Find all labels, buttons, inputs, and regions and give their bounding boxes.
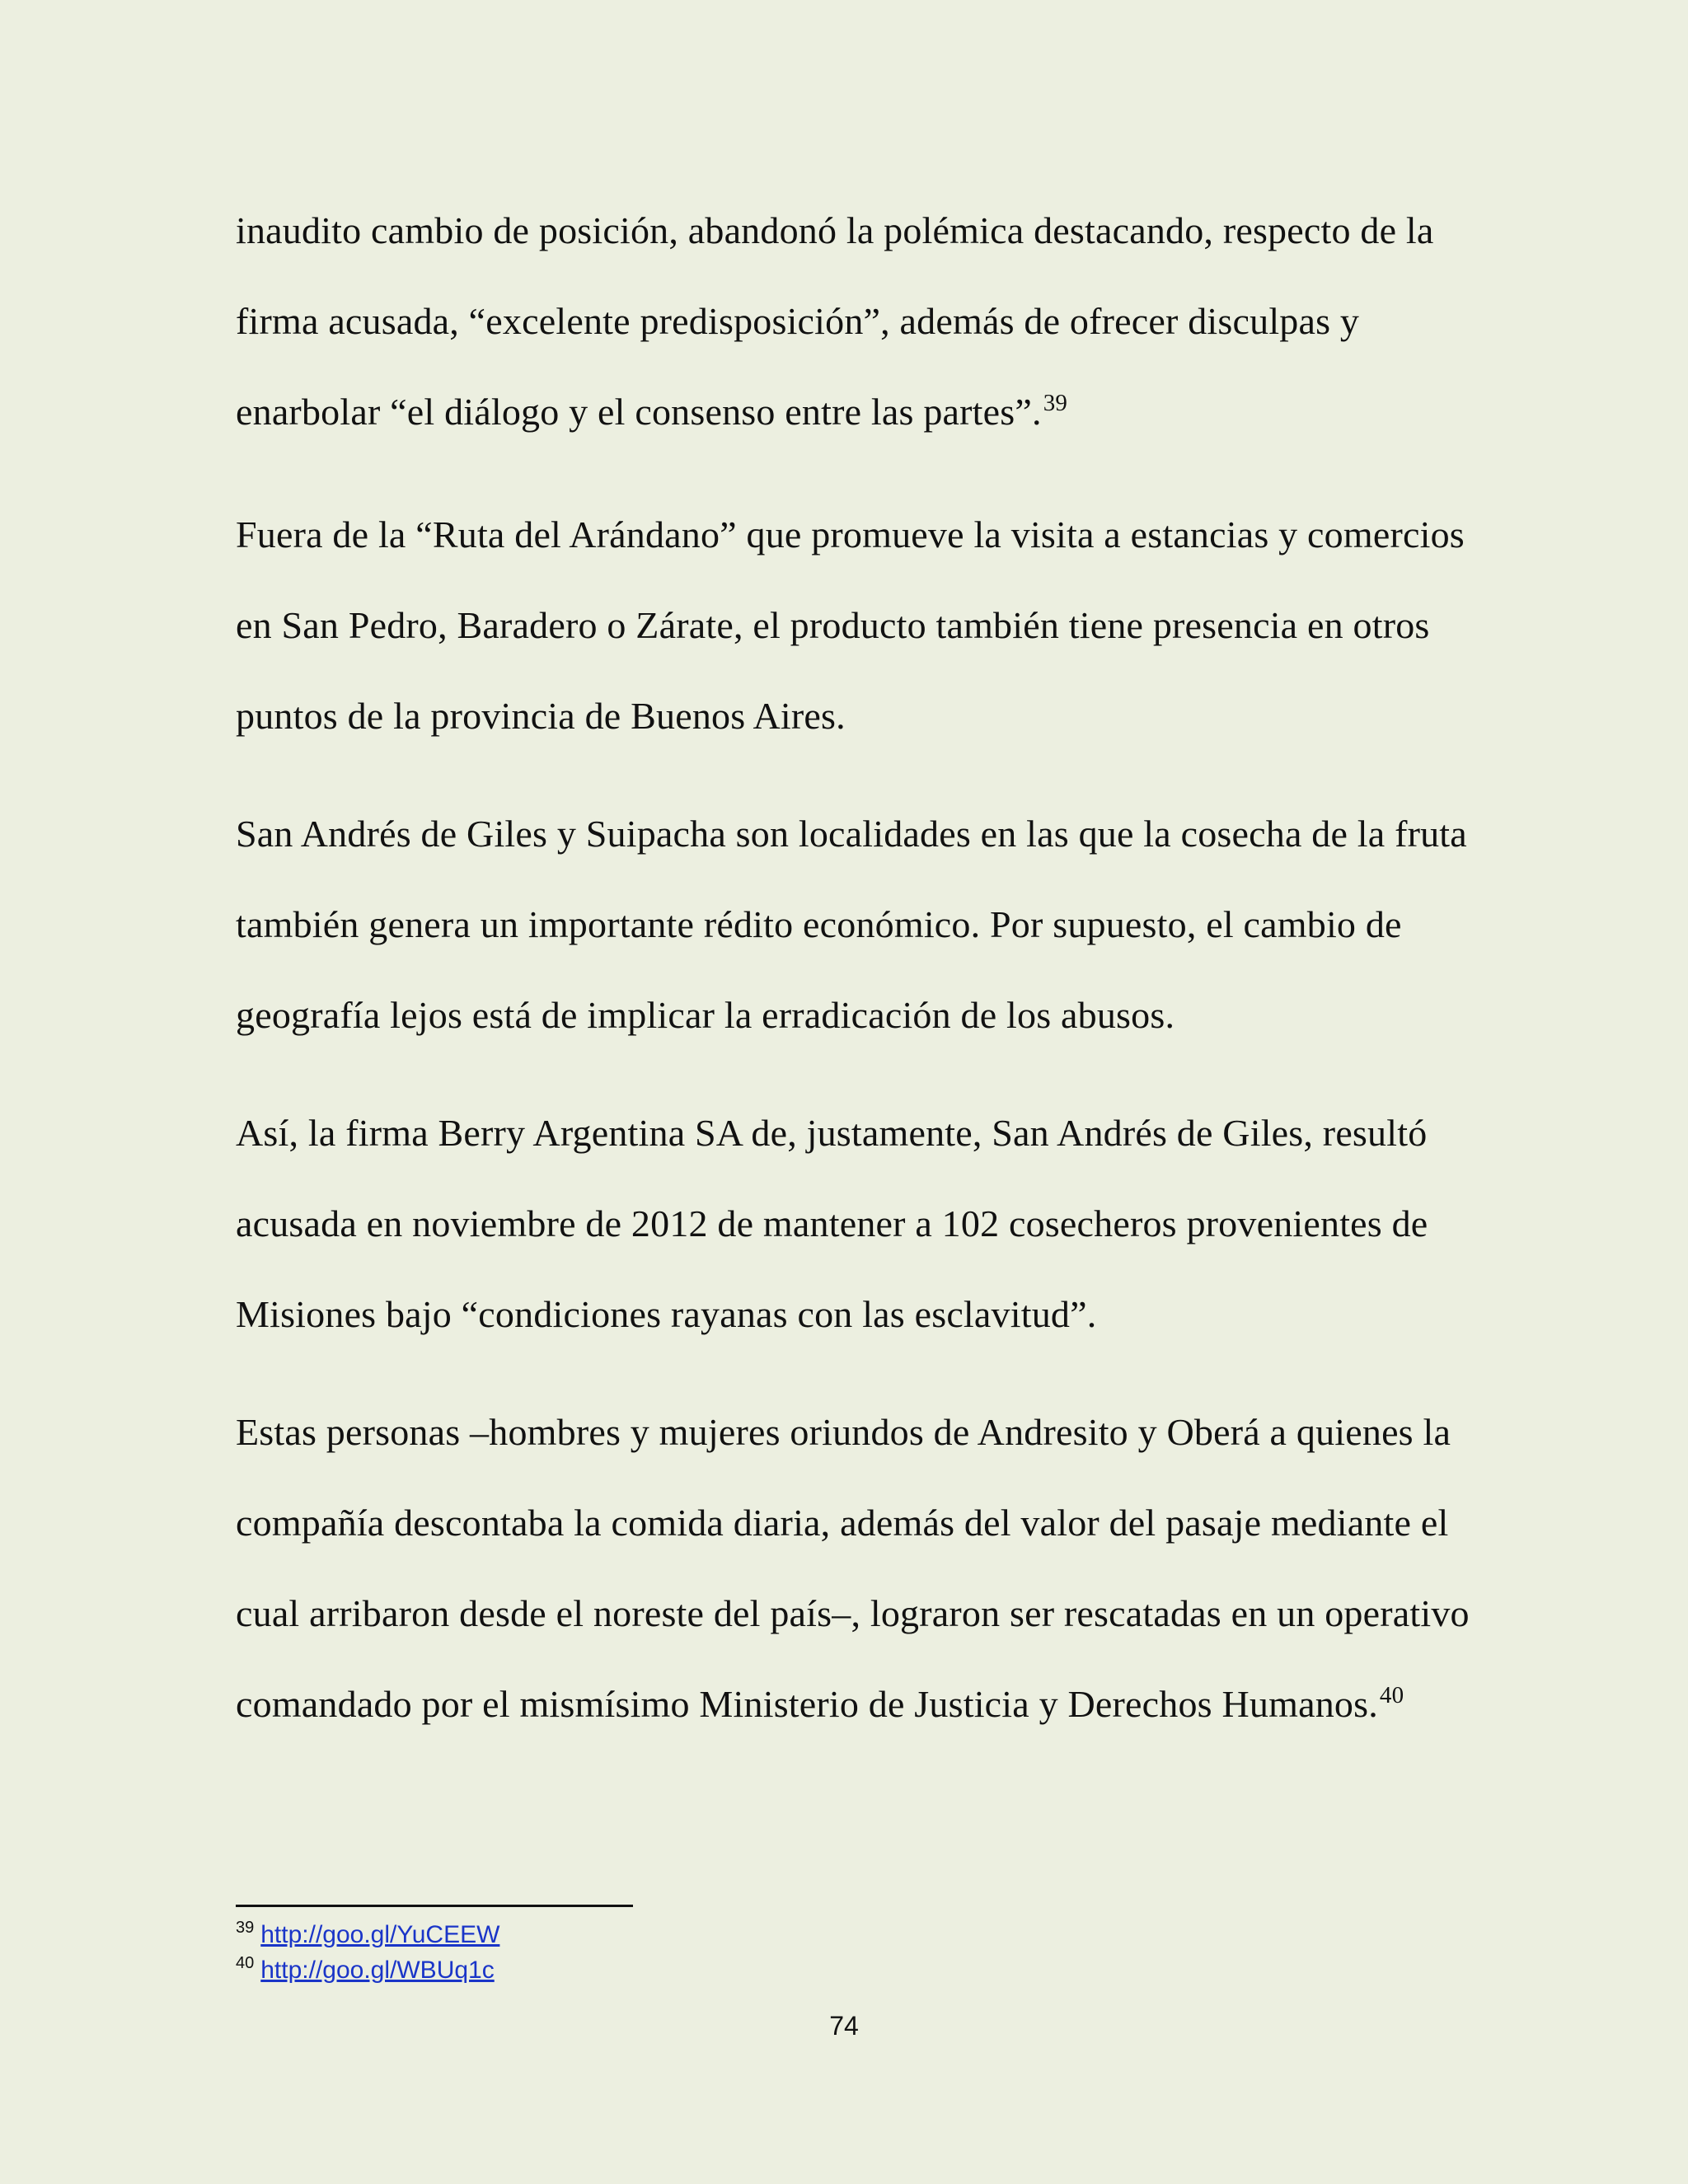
paragraph-text: Así, la firma Berry Argentina SA de, justamente, San Andrés de Giles, resultó acusada en noviembre de 2012 de mantener a 102 cosecheros provenientes de Misiones bajo “condiciones rayanas con las esclavitud”. (236, 1112, 1428, 1335)
paragraph-2 (236, 490, 1472, 762)
paragraph-5 (236, 1387, 1472, 1755)
paragraph-1 (236, 185, 1472, 462)
footnote-39 (236, 1919, 499, 1954)
footnote-link[interactable]: http://goo.gl/WBUq1c (260, 1957, 495, 1984)
paragraph-3 (236, 789, 1472, 1061)
footnote-separator (236, 1905, 633, 1907)
footnote-number: 40 (236, 1954, 255, 1972)
paragraph-text: Estas personas –hombres y mujeres oriundos de Andresito y Oberá a quienes la compañía descontaba la comida diaria, además del valor del pasaje mediante el cual arribaron desde el noreste del país–, lograron ser rescatadas en un operativo comandado por el mismísimo Ministerio de Justicia y Derechos Humanos. (236, 1411, 1470, 1725)
footnote-link[interactable]: http://goo.gl/YuCEEW (260, 1921, 500, 1948)
footnotes (236, 1919, 499, 1990)
footnote-number: 39 (236, 1919, 255, 1937)
page-number: 74 (829, 2011, 859, 2041)
main-text (236, 185, 1472, 1782)
paragraph-4 (236, 1088, 1472, 1360)
paragraph-text: inaudito cambio de posición, abandonó la polémica destacando, respecto de la firma acusada, “excelente predisposición”, además de ofrecer disculpas y enarbolar “el diálogo y el consenso entre las partes”. (236, 209, 1434, 433)
paragraph-text: Fuera de la “Ruta del Arándano” que promueve la visita a estancias y comercios en San Pedro, Baradero o Zárate, el producto también tiene presencia en otros puntos de la provincia de Buenos Aires. (236, 513, 1465, 737)
paragraph-text: San Andrés de Giles y Suipacha son localidades en las que la cosecha de la fruta también genera un importante rédito económico. Por supuesto, el cambio de geografía lejos está de implicar la erradicación de los abusos. (236, 813, 1467, 1036)
footnote-reference-40[interactable]: 40 (1379, 1682, 1404, 1708)
footnote-40 (236, 1954, 499, 1990)
footnote-reference-39[interactable]: 39 (1043, 390, 1068, 416)
